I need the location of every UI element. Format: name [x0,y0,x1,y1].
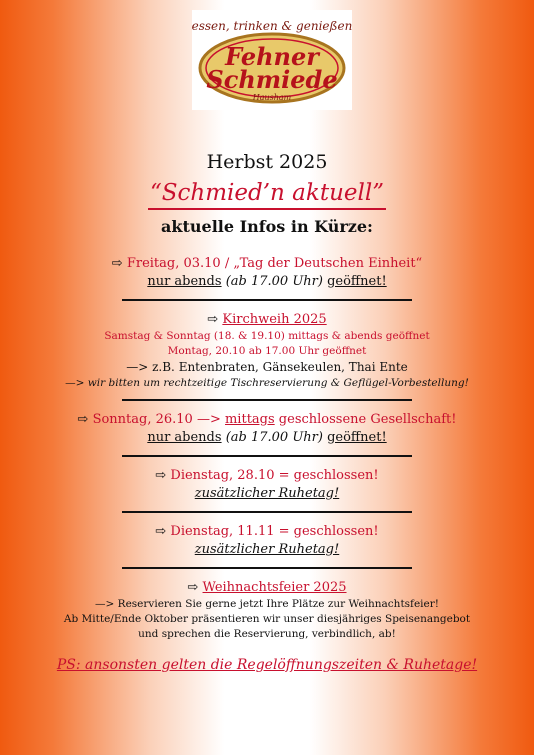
page-title: “Schmied’n aktuell” [148,180,386,210]
section-line-a: nur abends [147,430,222,445]
arrow-icon: ⇨ [187,580,199,595]
section-weihnachtsfeier [0,579,534,642]
divider [122,511,412,513]
section-line-c: geöffnet! [327,430,387,445]
section-head: Dienstag, 28.10 = geschlossen! [170,468,379,483]
section-head: Kirchweih 2025 [222,312,327,327]
arrow-icon: ⇨ [155,468,167,483]
logo-top-text: essen, trinken & genießen [192,19,352,33]
arrow-icon: ⇨ [155,524,167,539]
divider [122,567,412,569]
section-line: —> wir bitten um rechtzeitige Tischreservierung & Geflügel-Vorbestellung! [65,377,469,389]
section-line-c: geöffnet! [327,274,387,289]
section-line: und sprechen die Reservierung, verbindlich, ab! [138,628,396,640]
section-line: —> z.B. Entenbraten, Gänsekeulen, Thai Ente [126,360,408,374]
arrow-icon: ⇨ [111,256,123,271]
logo-location: Hausham [252,93,292,102]
section-head-b: mittags [224,412,275,427]
section-kirchweih [0,311,534,391]
divider [122,455,412,457]
section-line: Samstag & Sonntag (18. & 19.10) mittags & abends geöffnet [104,330,430,342]
ps-note: PS: ansonsten gelten die Regelöffnungszeiten & Ruhetage! [56,657,478,673]
arrow-icon: ⇨ [207,312,219,327]
section-sub: zusätzlicher Ruhetag! [194,486,340,501]
page-heading: Herbst 2025 [206,151,328,173]
divider [122,299,412,301]
section-line: Montag, 20.10 ab 17.00 Uhr geöffnet [167,345,367,357]
section-line: Ab Mitte/Ende Oktober präsentieren wir unser diesjähriges Speisenangebot [63,613,471,625]
section-head: Freitag, 03.10 / „Tag der Deutschen Einheit“ [126,256,423,271]
section-head-a: Sonntag, 26.10 —> [92,412,225,427]
section-head: Weihnachtsfeier 2025 [202,580,347,595]
section-line: —> Reservieren Sie gerne jetzt Ihre Plätze zur Weihnachtsfeier! [95,598,439,610]
content [0,150,534,674]
logo-graphic [192,10,352,110]
logo-line1: Fehner [225,42,319,71]
section-line-a: nur abends [147,274,222,289]
section-sonntag [0,411,534,447]
section-dienstag-2810 [0,467,534,503]
section-line-b: (ab 17.00 Uhr) [221,274,328,289]
logo-line2: Schmiede [206,65,338,94]
page-subtitle: aktuelle Infos in Kürze: [161,217,373,236]
section-head-c: geschlossene Gesellschaft! [274,412,457,427]
arrow-icon: ⇨ [77,412,89,427]
section-einheit [0,255,534,291]
section-head: Dienstag, 11.11 = geschlossen! [170,524,379,539]
logo [192,10,352,110]
section-dienstag-1111 [0,523,534,559]
section-sub: zusätzlicher Ruhetag! [194,542,340,557]
divider [122,399,412,401]
section-line-b: (ab 17.00 Uhr) [221,430,328,445]
